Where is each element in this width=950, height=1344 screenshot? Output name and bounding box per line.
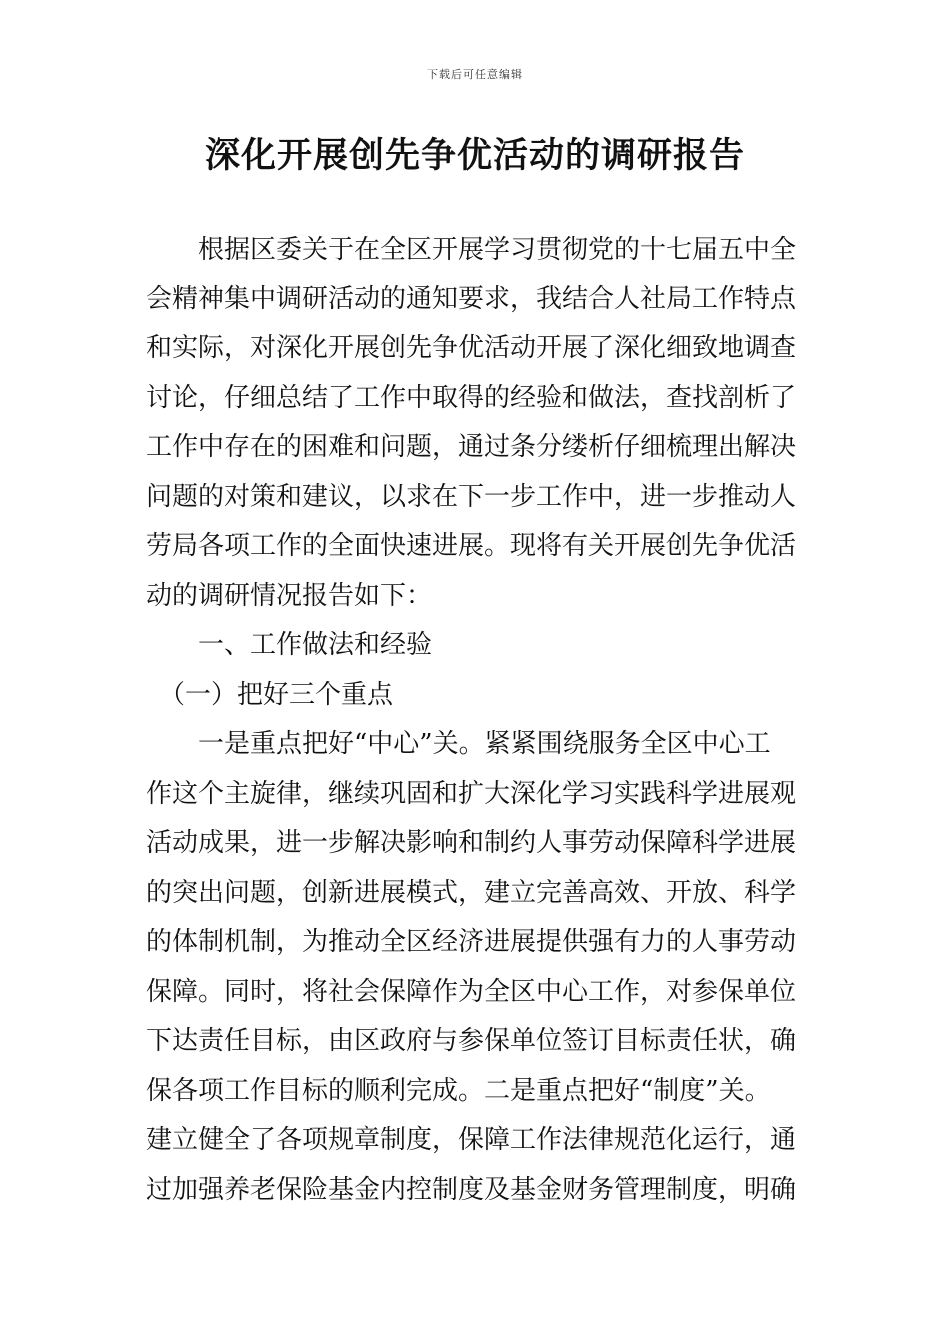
section-heading: 一、工作做法和经验 [146,630,433,660]
body-line: 一是重点把好“中心”关。紧紧围绕服务全区中心工 [146,729,771,759]
body-line: 的体制机制，为推动全区经济进展提供强有力的人事劳动 [146,927,797,957]
body-line: 活动成果，进一步解决影响和制约人事劳动保障科学进展 [146,828,797,858]
body-line: 作这个主旋律，继续巩固和扩大深化学习实践科学进展观 [146,779,797,809]
body-line: 下达责任目标，由区政府与参保单位签订目标责任状，确 [146,1026,797,1056]
body-line: 动的调研情况报告如下： [146,581,433,611]
body-line: 建立健全了各项规章制度，保障工作法律规范化运行，通 [146,1125,797,1155]
body-line: 的突出问题，创新进展模式，建立完善高效、开放、科学 [146,878,797,908]
body-line: 和实际，对深化开展创先争优活动开展了深化细致地调查 [146,333,797,363]
body-line: 过加强养老保险基金内控制度及基金财务管理制度，明确 [146,1175,797,1205]
body-line: 会精神集中调研活动的通知要求，我结合人社局工作特点 [146,284,797,314]
subsection-heading: （一）把好三个重点 [146,680,394,710]
header-note: 下载后可任意编辑 [427,68,523,81]
body-line: 劳局各项工作的全面快速进展。现将有关开展创先争优活 [146,531,797,561]
body-line: 保障。同时，将社会保障作为全区中心工作，对参保单位 [146,977,797,1007]
body-line: 工作中存在的困难和问题，通过条分缕析仔细梳理出解决 [146,432,797,462]
body-line: 问题的对策和建议，以求在下一步工作中，进一步推动人 [146,482,797,512]
body-line: 讨论，仔细总结了工作中取得的经验和做法，查找剖析了 [146,383,797,413]
document-title: 深化开展创先争优活动的调研报告 [204,135,745,176]
body-line: 根据区委关于在全区开展学习贯彻党的十七届五中全 [146,235,797,265]
body-line: 保各项工作目标的顺利完成。二是重点把好“制度”关。 [146,1076,771,1106]
